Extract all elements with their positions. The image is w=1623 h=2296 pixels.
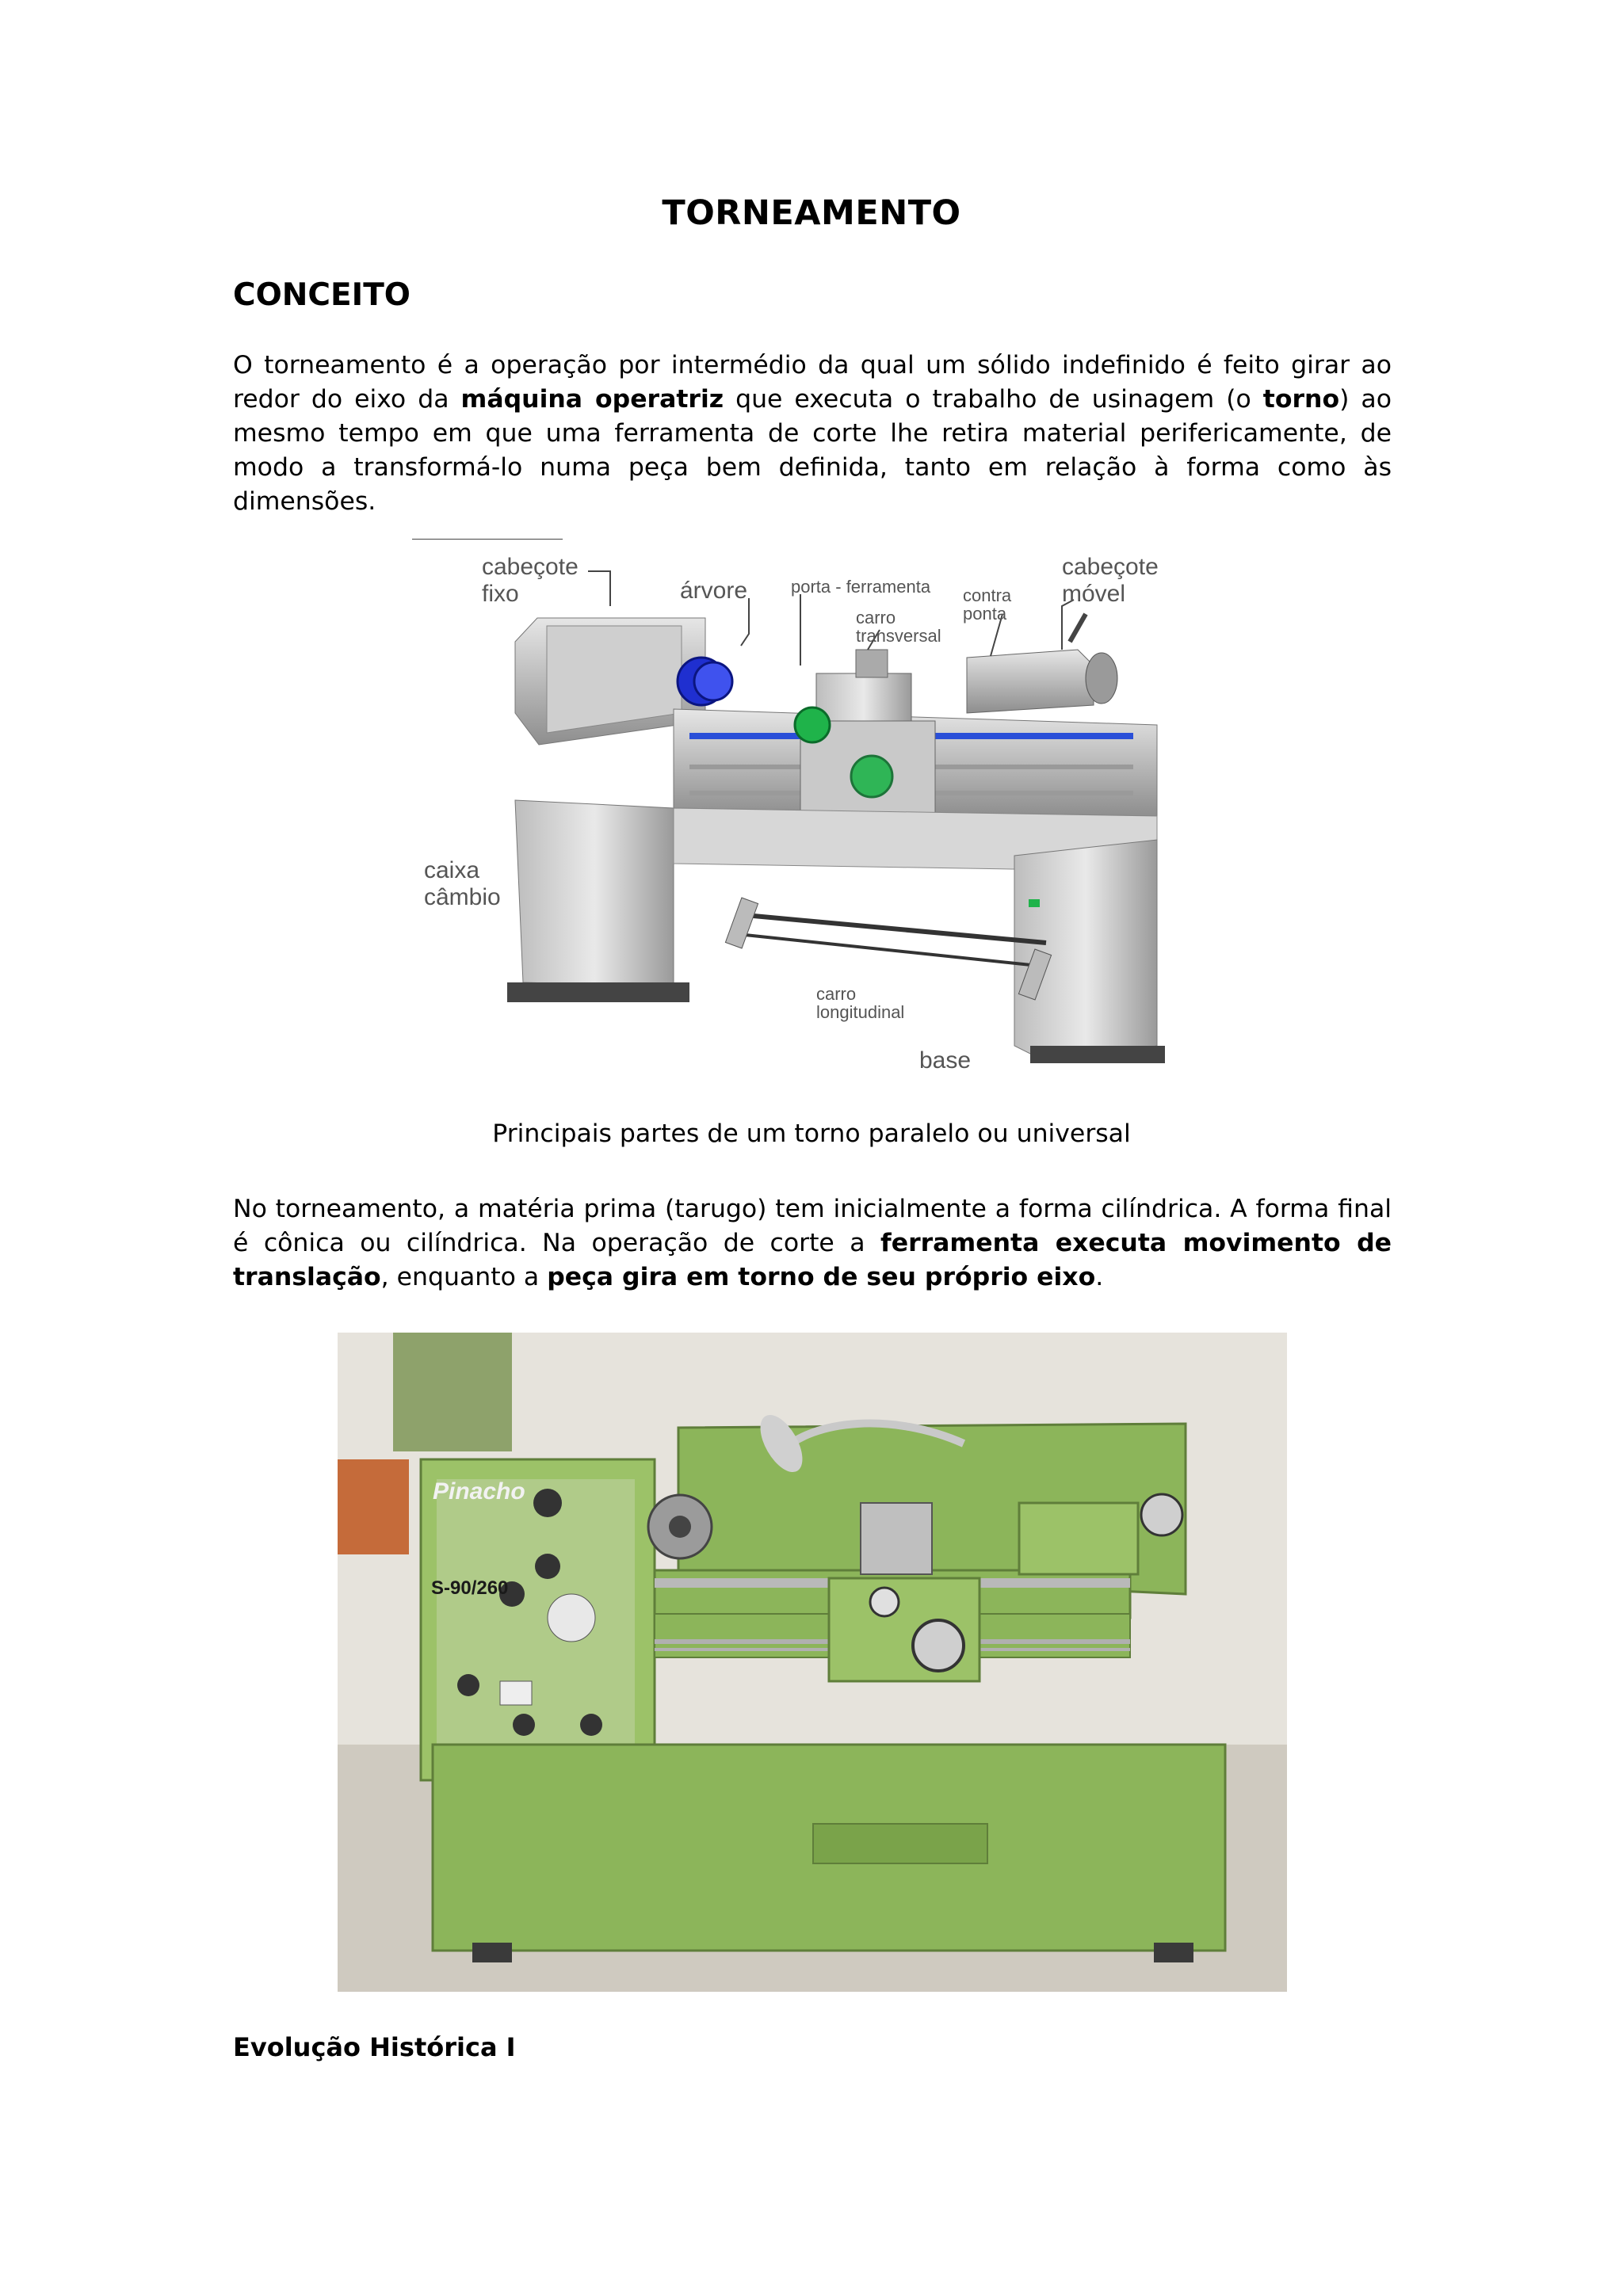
label-contra-ponta: contra	[963, 585, 1012, 605]
label-base: base	[919, 1047, 972, 1074]
carriage	[795, 650, 935, 816]
label-carro-transversal-2: transversal	[856, 626, 941, 646]
subsection-heading: Evolução Histórica I	[233, 2032, 516, 2062]
label-caixa-cambio-2: câmbio	[424, 884, 501, 910]
label-carro-longitudinal-2: longitudinal	[816, 1002, 905, 1022]
label-porta-ferramenta: porta - ferramenta	[791, 577, 931, 597]
paragraph-concept: O torneamento é a operação por intermédio da qual um sólido indefinido é feito girar ao redor do eixo da máquina operatriz que executa o trabalho de usinagem (o torno) ao mesmo tempo em que uma ferramenta de corte lhe retira material perifericamente, de modo a transformá-lo numa peça bem definida, tanto em relação à forma como às dimensões.	[233, 351, 1392, 516]
tailstock	[967, 614, 1117, 713]
label-cabecote-fixo: cabeçote	[482, 554, 579, 580]
figure-caption: Principais partes de um torno paralelo ou universal	[492, 1119, 1131, 1148]
label-caixa-cambio: caixa	[424, 857, 480, 883]
section-heading: CONCEITO	[233, 277, 411, 313]
lathe-photo	[338, 1333, 1287, 1992]
base-cabinets	[507, 800, 1165, 1063]
label-carro-transversal: carro	[856, 608, 896, 627]
label-arvore: árvore	[680, 578, 748, 604]
tailstock	[1019, 1503, 1138, 1574]
label-contra-ponta-2: ponta	[963, 604, 1007, 624]
brand-label: Pinacho	[433, 1478, 525, 1505]
label-cabecote-movel: cabeçote	[1062, 554, 1159, 580]
label-cabecote-fixo-2: fixo	[482, 581, 519, 607]
page-title: TORNEAMENTO	[662, 193, 961, 233]
model-label: S-90/260	[431, 1577, 509, 1599]
label-carro-longitudinal: carro	[816, 984, 857, 1004]
label-cabecote-movel-2: móvel	[1062, 581, 1126, 607]
lathe-diagram	[412, 539, 1205, 1085]
paragraph-turning: No torneamento, a matéria prima (tarugo) tem inicialmente a forma cilíndrica. A forma final é cônica ou cilíndrica. Na operação de corte a ferramenta executa movimento de translação, enquanto a peça gira em torno de seu próprio eixo.	[233, 1195, 1392, 1291]
